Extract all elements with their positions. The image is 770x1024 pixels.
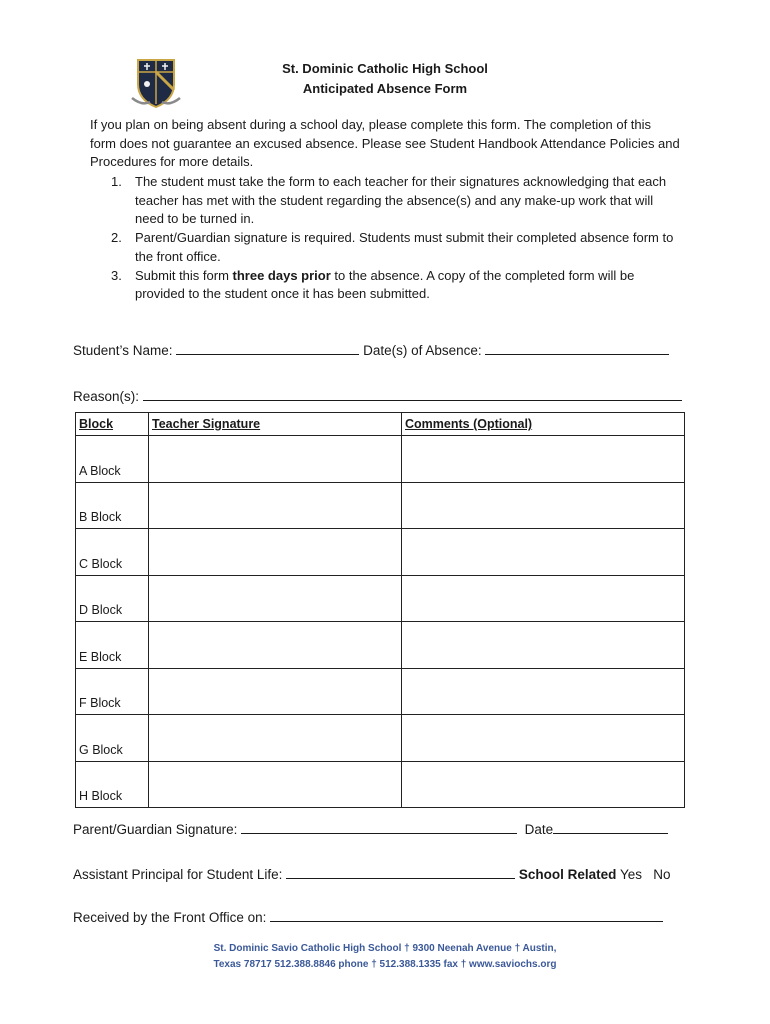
comments-cell[interactable] xyxy=(402,622,685,669)
absence-dates-field[interactable] xyxy=(485,342,669,355)
front-office-label: Received by the Front Office on: xyxy=(73,910,267,925)
front-office-field[interactable] xyxy=(270,909,663,922)
school-name: St. Dominic Catholic High School xyxy=(282,61,488,76)
yes-option[interactable]: Yes xyxy=(619,867,642,882)
footer-address-line2: Texas 78717 512.388.8846 phone † 512.388.1335 fax † www.saviochs.org xyxy=(213,959,557,970)
instruction-item: 2. Parent/Guardian signature is required. Students must submit their completed absence form to the front office. xyxy=(111,230,674,264)
date-label: Date xyxy=(524,822,554,837)
no-option[interactable]: No xyxy=(653,867,671,882)
table-row xyxy=(76,436,685,483)
intro-paragraph: If you plan on being absent during a school day, please complete this form. The completion of this form does not guarantee an excused absence. Please see Student Handbook Attendance Policies and Procedures for more details. xyxy=(90,117,680,170)
reason-line xyxy=(73,388,682,404)
school-related-label: School Related xyxy=(518,867,617,882)
teacher-signature-cell[interactable] xyxy=(149,529,402,576)
comments-cell[interactable] xyxy=(402,575,685,622)
parent-signature-line xyxy=(73,821,668,837)
parent-signature-field[interactable] xyxy=(241,821,517,834)
assistant-principal-field[interactable] xyxy=(286,866,515,879)
teacher-signature-cell[interactable] xyxy=(149,715,402,762)
table-row xyxy=(76,761,685,808)
reasons-label: Reason(s): xyxy=(73,389,140,404)
table-row xyxy=(76,529,685,576)
student-name-label: Student’s Name: xyxy=(73,343,173,358)
student-info-line xyxy=(73,342,669,358)
table-row xyxy=(76,575,685,622)
comments-cell[interactable] xyxy=(402,436,685,483)
instructions-list xyxy=(111,173,680,304)
form-title: Anticipated Absence Form xyxy=(302,81,468,96)
comments-cell[interactable] xyxy=(402,529,685,576)
teacher-signature-table xyxy=(75,412,685,808)
table-row xyxy=(76,482,685,529)
column-header-comments: Comments (Optional) xyxy=(402,413,685,436)
column-header-block: Block xyxy=(76,413,149,436)
block-label: D Block xyxy=(76,575,149,622)
instruction-item: 3. Submit this form three days prior to the absence. A copy of the completed form will be provided to the student once it has been submitted. xyxy=(111,267,635,302)
teacher-signature-cell[interactable] xyxy=(149,436,402,483)
table-row xyxy=(76,668,685,715)
teacher-signature-cell[interactable] xyxy=(149,761,402,808)
teacher-signature-cell[interactable] xyxy=(149,668,402,715)
instruction-item: 1. The student must take the form to each teacher for their signatures acknowledging that each teacher has met with the student regarding the absence(s) and any make-up work that will need to be turned in. xyxy=(111,174,667,227)
date-field[interactable] xyxy=(553,821,668,834)
parent-signature-label: Parent/Guardian Signature: xyxy=(73,822,238,837)
block-label: B Block xyxy=(76,482,149,529)
teacher-signature-cell[interactable] xyxy=(149,575,402,622)
footer-address-line1: St. Dominic Savio Catholic High School † 9300 Neenah Avenue † Austin, xyxy=(213,943,557,954)
block-label: G Block xyxy=(76,715,149,762)
block-label: H Block xyxy=(76,761,149,808)
block-label: F Block xyxy=(76,668,149,715)
assistant-principal-line xyxy=(73,866,671,882)
student-name-field[interactable] xyxy=(176,342,359,355)
table-row xyxy=(76,622,685,669)
block-label: C Block xyxy=(76,529,149,576)
column-header-teacher-signature: Teacher Signature xyxy=(149,413,402,436)
table-row xyxy=(76,715,685,762)
absence-dates-label: Date(s) of Absence: xyxy=(363,343,482,358)
assistant-principal-label: Assistant Principal for Student Life: xyxy=(73,867,283,882)
teacher-signature-cell[interactable] xyxy=(149,622,402,669)
comments-cell[interactable] xyxy=(402,668,685,715)
block-label: A Block xyxy=(76,436,149,483)
block-label: E Block xyxy=(76,622,149,669)
table-header-row xyxy=(76,413,685,436)
comments-cell[interactable] xyxy=(402,482,685,529)
comments-cell[interactable] xyxy=(402,761,685,808)
front-office-line xyxy=(73,909,663,925)
reasons-field[interactable] xyxy=(143,388,682,401)
teacher-signature-cell[interactable] xyxy=(149,482,402,529)
comments-cell[interactable] xyxy=(402,715,685,762)
